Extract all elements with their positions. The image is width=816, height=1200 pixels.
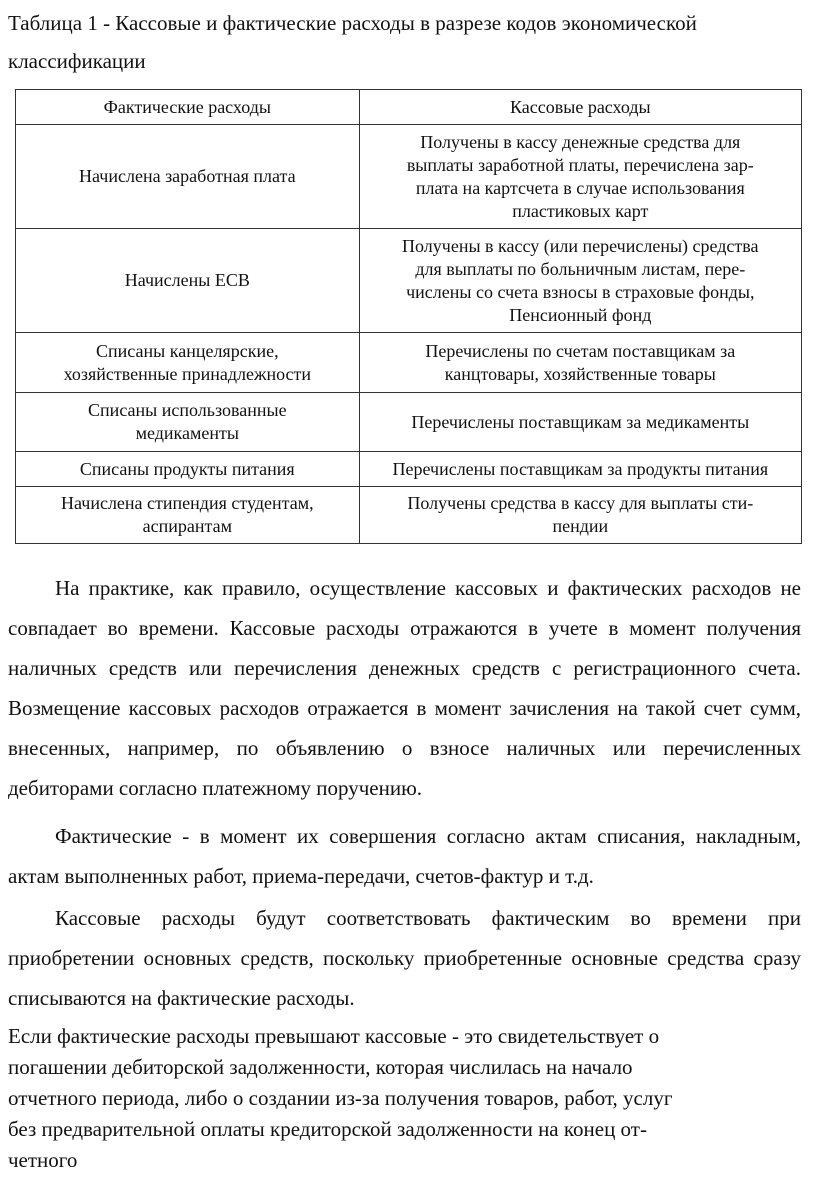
table-row <box>16 393 802 452</box>
cell-cash: Получены средства в кассу для выплаты сти- пендии <box>359 487 801 544</box>
cell-actual: Списаны использованные медикаменты <box>16 393 360 452</box>
paragraph-fixed-assets: Кассовые расходы будут соответствовать фактическим во времени при приобретении основных средств, поскольку приобретенные основные средства сразу списываются на фактические расходы. <box>8 906 801 1010</box>
cell-actual: Начислена заработная плата <box>16 125 360 229</box>
paragraph-cash-vs-actual-timing: На практике, как правило, осуществление кассовых и фактических расходов не совпадает во времени. Кассовые расходы отражаются в учете в момент получения наличных средств или перечисления денежных средств с регистрационного счета. Возмещение кассовых расходов отражается в момент зачисления на такой счет сумм, внесенных, например, по объявлению о взносе наличных или перечисленных дебиторами согласно платежному поручению. <box>8 576 801 800</box>
cell-actual: Списаны продукты питания <box>16 452 360 487</box>
table-row <box>16 229 802 333</box>
paragraph-excess-actual: Если фактические расходы превышают кассовые - это свидетельствует о погашении дебиторской задолженности, которая числилась на начало отчетного периода, либо о создании из-за получения товаров, работ, услуг без предварительной оплаты кредиторской задолженности на конец от- четного <box>8 1024 673 1172</box>
caption-line-2: классификации <box>8 49 146 73</box>
table-header-row <box>16 90 802 125</box>
table-row <box>16 333 802 393</box>
table-row <box>16 452 802 487</box>
expenses-table <box>15 89 802 544</box>
cell-cash: Перечислены поставщикам за медикаменты <box>359 393 801 452</box>
cell-actual: Начислены ЕСВ <box>16 229 360 333</box>
cell-cash: Получены в кассу денежные средства для выплаты заработной платы, перечислена зар- плата на картсчета в случае использования пластиковых карт <box>359 125 801 229</box>
paragraph-actual-expenses: Фактические - в момент их совершения согласно актам списания, накладным, актам выполненных работ, приема-передачи, счетов-фактур и т.д. <box>8 824 801 888</box>
caption-line-1: Таблица 1 - Кассовые и фактические расходы в разрезе кодов экономической <box>8 11 697 35</box>
header-actual-expenses: Фактические расходы <box>16 90 360 125</box>
cell-cash: Получены в кассу (или перечислены) средства для выплаты по больничным листам, пере- числены со счета взносы в страховые фонды, Пенсионный фонд <box>359 229 801 333</box>
cell-cash: Перечислены по счетам поставщикам за канцтовары, хозяйственные товары <box>359 333 801 393</box>
table-row <box>16 487 802 544</box>
table-row <box>16 125 802 229</box>
cell-actual: Начислена стипендия студентам, аспирантам <box>16 487 360 544</box>
table-caption <box>8 4 804 80</box>
header-cash-expenses: Кассовые расходы <box>359 90 801 125</box>
cell-actual: Списаны канцелярские, хозяйственные принадлежности <box>16 333 360 393</box>
cell-cash: Перечислены поставщикам за продукты питания <box>359 452 801 487</box>
